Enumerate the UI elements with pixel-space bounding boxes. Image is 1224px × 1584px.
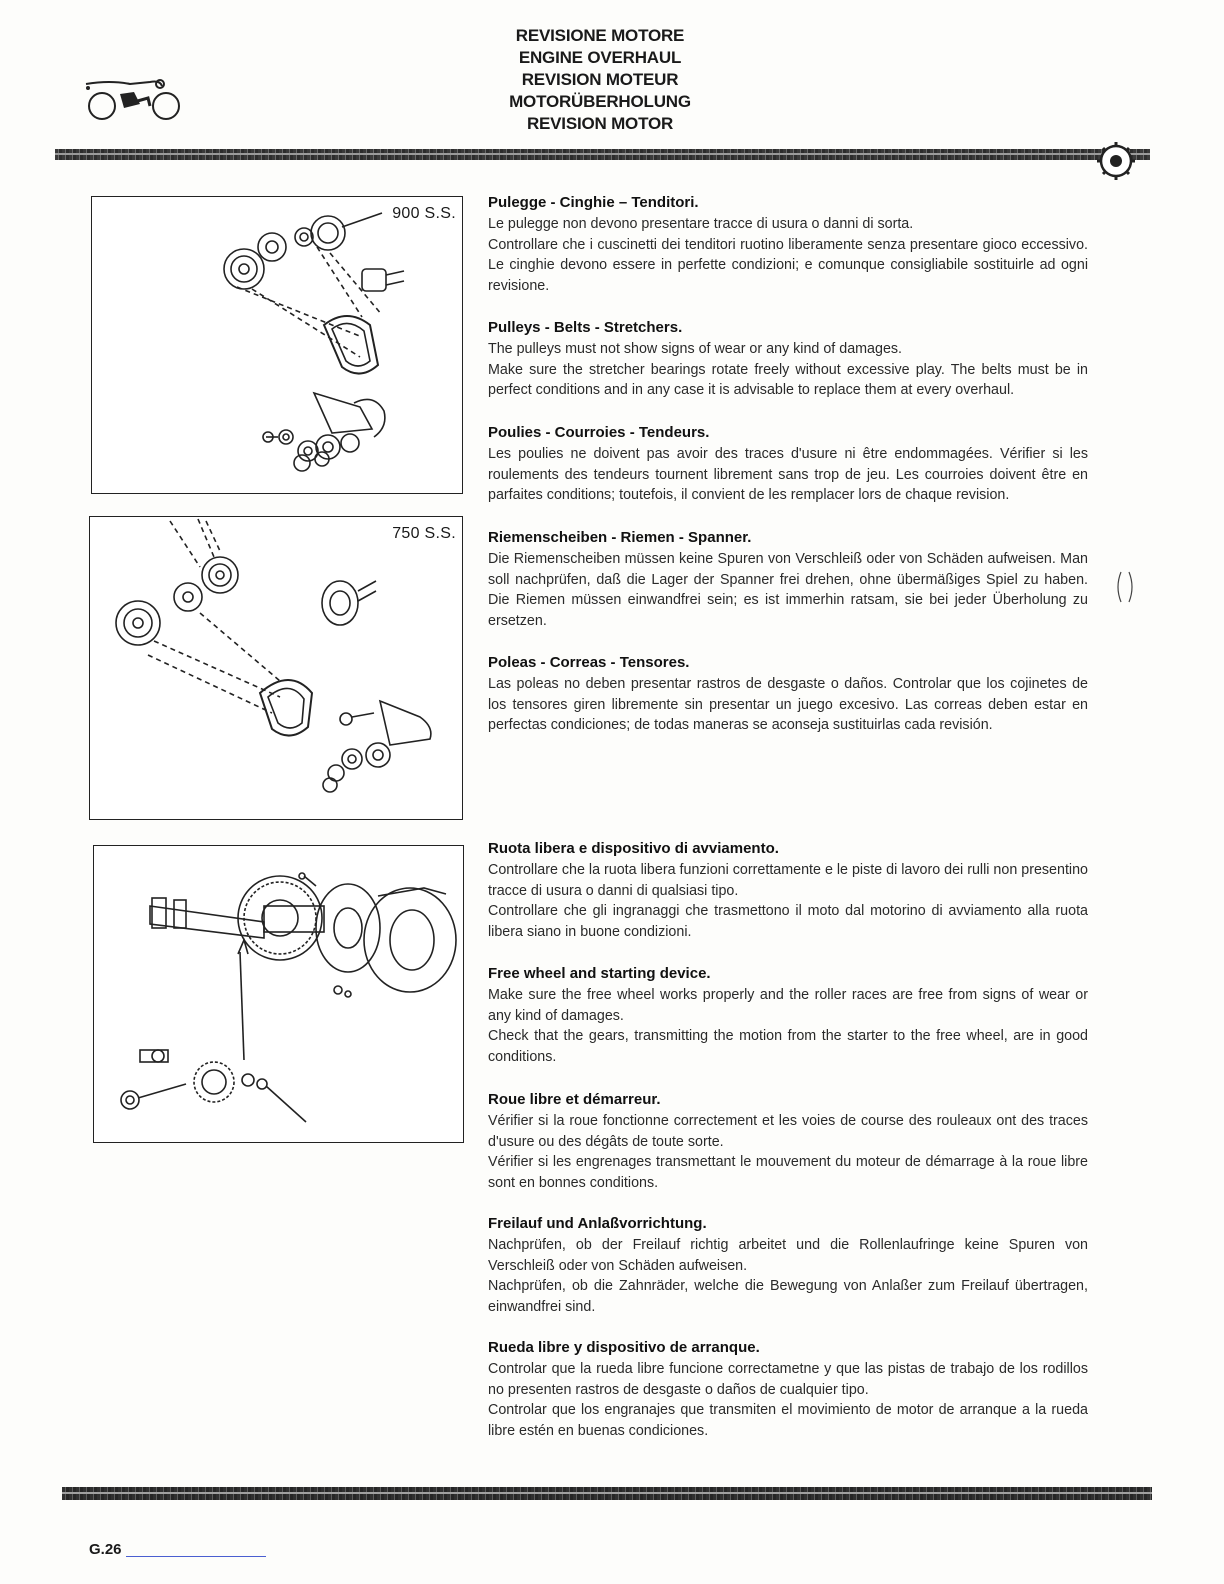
section-heading: Poleas - Correas - Tensores.	[488, 654, 690, 671]
section-body: Make sure the free wheel works properly and the roller races are free from signs of wear or any kind of damages. Check that the gears, transmitting the motion from the starter to the free wheel, are in good conditions.	[488, 987, 1088, 1065]
figure-750ss	[89, 516, 463, 820]
section-heading: Poulies - Courroies - Tendeurs.	[488, 424, 710, 441]
page-number-underline	[126, 1556, 266, 1557]
section-heading: Ruota libera e dispositivo di avviamento.	[488, 840, 779, 857]
section-english-free-wheel	[488, 964, 1088, 1067]
page-title-block	[470, 25, 730, 135]
motorcycle-icon	[80, 76, 184, 124]
title-french: REVISION MOTEUR	[521, 70, 679, 89]
section-heading: Freilauf und Anlaßvorrichtung.	[488, 1215, 707, 1232]
title-spanish: REVISION MOTOR	[526, 114, 674, 133]
section-french-pulleys	[488, 423, 1088, 506]
section-heading: Roue libre et démarreur.	[488, 1091, 661, 1108]
figure-label: 750 S.S.	[392, 525, 456, 542]
section-heading: Rueda libre y dispositivo de arranque.	[488, 1339, 760, 1356]
section-italian-free-wheel	[488, 839, 1088, 942]
section-english-pulleys	[488, 318, 1088, 401]
figure-label: 900 S.S.	[392, 205, 456, 222]
section-german-pulleys	[488, 528, 1088, 631]
gear-icon	[1090, 138, 1140, 184]
page-number: G.26	[89, 1541, 122, 1558]
section-french-free-wheel	[488, 1090, 1088, 1193]
section-spanish-pulleys	[488, 653, 1088, 736]
section-german-free-wheel	[488, 1214, 1088, 1317]
header-divider	[55, 149, 1150, 160]
section-body: Vérifier si la roue fonctionne correctement et les voies de course des rouleaux ont des traces d'usure ou des dégâts de toute sorte. Vérifier si les engrenages transmettant le mouvement du moteur de démarrage à la roue libre sont en bonnes conditions.	[488, 1113, 1088, 1191]
section-body: Controlar que la rueda libre funcione correctametne y que las pistas de trabajo de los rodillos no presenten rastros de desgaste o daños de cualquier tipo. Controlar que los engranajes que transmiten el movimiento de motor de arranque a la rueda libre estén en buenas condiciones.	[488, 1361, 1088, 1439]
section-heading: Free wheel and starting device.	[488, 965, 711, 982]
title-english: ENGINE OVERHAUL	[518, 48, 682, 67]
free-wheel-diagram	[94, 846, 463, 1142]
section-body: Nachprüfen, ob der Freilauf richtig arbeitet und die Rollenlaufringe keine Spuren von Verschleiß oder von Schäden aufweisen. Nachprüfen, ob die Zahnräder, welche die Bewegung von Anlaßer zum Freilauf übertragen, einwandfrei sind.	[488, 1237, 1088, 1315]
title-german: MOTORÜBERHOLUNG	[509, 92, 691, 111]
section-body: Les poulies ne doivent pas avoir des traces d'usure ni être endommagées. Vérifier si les roulements des tendeurs tournent librement sans trop de jeu. Les courroies doivent être en parfaites conditions; toutefois, il convient de les remplacer lors de chaque revision.	[488, 446, 1088, 503]
figure-free-wheel	[93, 845, 464, 1143]
binding-hole-icon	[1113, 568, 1137, 606]
section-body: Die Riemenscheiben müssen keine Spuren von Verschleiß oder von Schäden aufweisen. Man soll nachprüfen, daß die Lager der Spanner frei drehen, ohne übermäßiges Spiel zu haben. Die Riemen müssen einwandfrei sein; es ist immerhin ratsam, sie bei jeder Überholung zu ersetzen.	[488, 551, 1088, 629]
footer-divider	[62, 1487, 1152, 1500]
section-heading: Pulegge - Cinghie – Tenditori.	[488, 194, 699, 211]
pulley-belt-diagram	[90, 517, 462, 819]
section-heading: Riemenscheiben - Riemen - Spanner.	[488, 529, 752, 546]
section-heading: Pulleys - Belts - Stretchers.	[488, 319, 683, 336]
section-body: Le pulegge non devono presentare tracce di usura o danni di sorta. Controllare che i cuscinetti dei tenditori ruotino liberamente senza presentare gioco eccessivo. Le cinghie devono essere in perfette condizioni; e comunque consigliabile sostituirle ad ogni revisione.	[488, 216, 1088, 294]
section-body: The pulleys must not show signs of wear or any kind of damages. Make sure the stretcher bearings rotate freely without excessive play. The belts must be in perfect conditions and in any case it is advisable to replace them at every overhaul.	[488, 341, 1088, 398]
section-body: Controllare che la ruota libera funzioni correttamente e le piste di lavoro dei rulli non presentino tracce di usura o danni di qualsiasi tipo. Controllare che gli ingranaggi che trasmettono il moto dal motorino di avviamento alla ruota libera siano in buone condizioni.	[488, 862, 1089, 940]
section-body: Las poleas no deben presentar rastros de desgaste o daños. Controlar que los cojinetes de los tensores giren libremente sin presentar un juego excesivo. Las correas deben estar en perfectas condiciones; de todas maneras se aconseja sustituirlas cada revisión.	[488, 676, 1088, 733]
section-italian-pulleys	[488, 193, 1088, 296]
figure-900ss	[91, 196, 463, 494]
pulley-belt-diagram	[92, 197, 462, 493]
section-spanish-free-wheel	[488, 1338, 1088, 1441]
title-italian: REVISIONE MOTORE	[515, 26, 685, 45]
